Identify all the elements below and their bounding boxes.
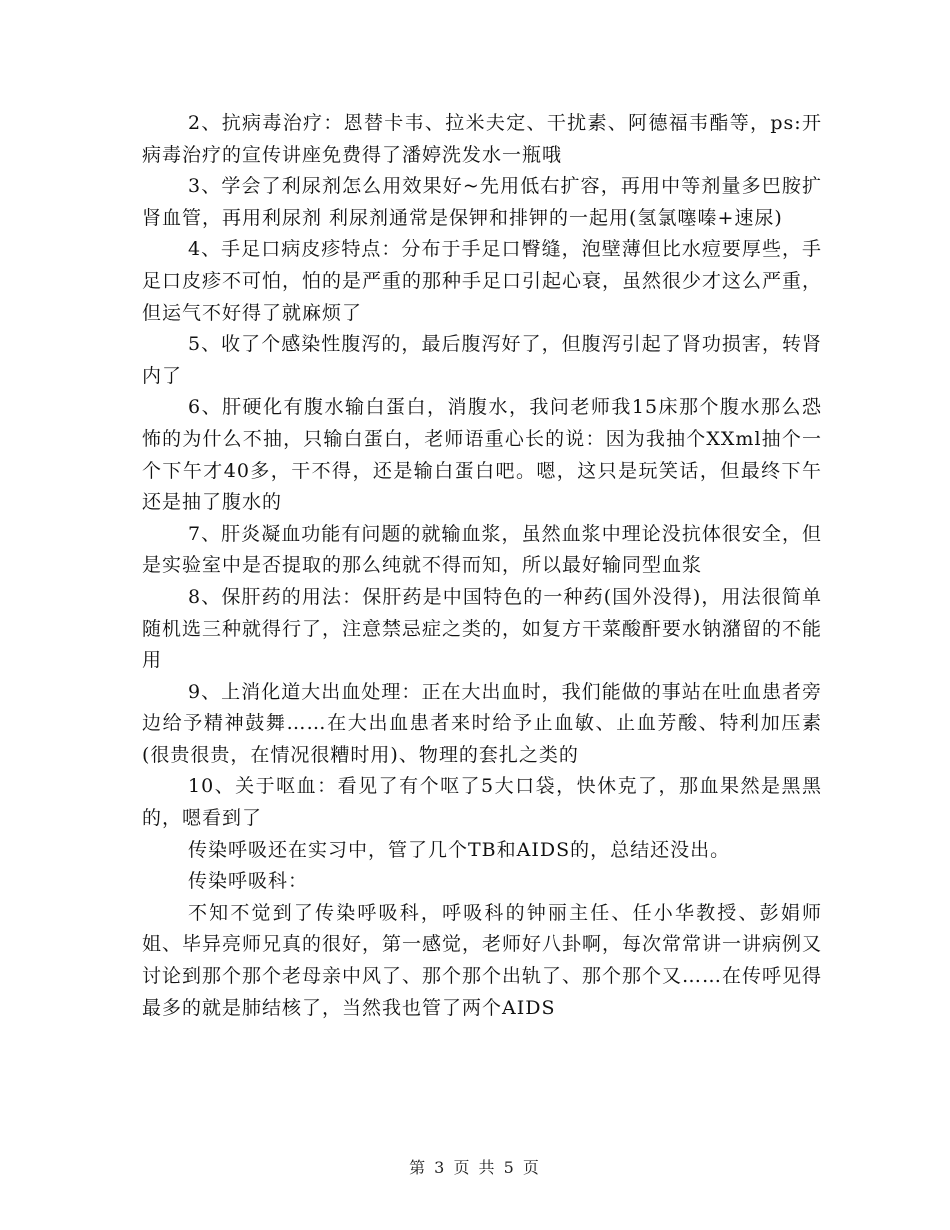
section-heading: 传染呼吸科： bbox=[188, 870, 309, 893]
paragraph: 5、收了个感染性腹泻的，最后腹泻好了，但腹泻引起了肾功损害，转肾内了 bbox=[142, 333, 822, 387]
paragraph: 不知不觉到了传染呼吸科，呼吸科的钟丽主任、任小华教授、彭娟师姐、毕异亮师兄真的很好，第一感觉，老师好八卦啊，每次常常讲一讲病例又讨论到那个那个老母亲中风了、那个那个出轨了、那个那个又……在传呼见得最多的就是肺结核了，当然我也管了两个AIDS bbox=[142, 901, 823, 1019]
paragraph: 2、抗病毒治疗：恩替卡韦、拉米夫定、干扰素、阿德福韦酯等，ps:开病毒治疗的宣传讲座免费得了潘婷洗发水一瓶哦 bbox=[142, 112, 822, 166]
paragraph: 8、保肝药的用法：保肝药是中国特色的一种药(国外没得)，用法很简单随机选三种就得行了，注意禁忌症之类的，如复方干菜酸酐要水钠潴留的不能用 bbox=[142, 585, 823, 672]
page-number-footer: 第 3 页 共 5 页 bbox=[409, 1158, 541, 1177]
paragraph: 3、学会了利尿剂怎么用效果好~先用低右扩容，再用中等剂量多巴胺扩肾血管，再用利尿剂 利尿剂通常是保钾和排钾的一起用(氢氯噻嗪+速尿) bbox=[142, 175, 822, 229]
paragraph: 9、上消化道大出血处理：正在大出血时，我们能做的事站在吐血患者旁边给予精神鼓舞……在大出血患者来时给予止血敏、止血芳酸、特利加压素(很贵很贵，在情况很糟时用)、物理的套扎之类的 bbox=[142, 680, 822, 766]
paragraph: 6、肝硬化有腹水输白蛋白，消腹水，我问老师我15床那个腹水那么恐怖的为什么不抽，只输白蛋白，老师语重心长的说：因为我抽个XXml抽个一个下午才40多，干不得，还是输白蛋白吧。嗯，这只是玩笑话，但最终下午还是抽了腹水的 bbox=[142, 396, 822, 514]
paragraph: 传染呼吸还在实习中，管了几个TB和AIDS的，总结还没出。 bbox=[188, 838, 731, 861]
paragraph: 10、关于呕血：看见了有个呕了5大口袋，快休克了，那血果然是黑黑的，嗯看到了 bbox=[142, 775, 822, 830]
paragraph: 7、肝炎凝血功能有问题的就输血浆，虽然血浆中理论没抗体很安全，但是实验室中是否提取的那么纯就不得而知，所以最好输同型血浆 bbox=[142, 522, 822, 577]
document-body bbox=[142, 108, 822, 1024]
paragraph: 4、手足口病皮疹特点：分布于手足口臀缝，泡壁薄但比水痘要厚些，手足口皮疹不可怕，怕的是严重的那种手足口引起心衰，虽然很少才这么严重，但运气不好得了就麻烦了 bbox=[142, 238, 823, 324]
